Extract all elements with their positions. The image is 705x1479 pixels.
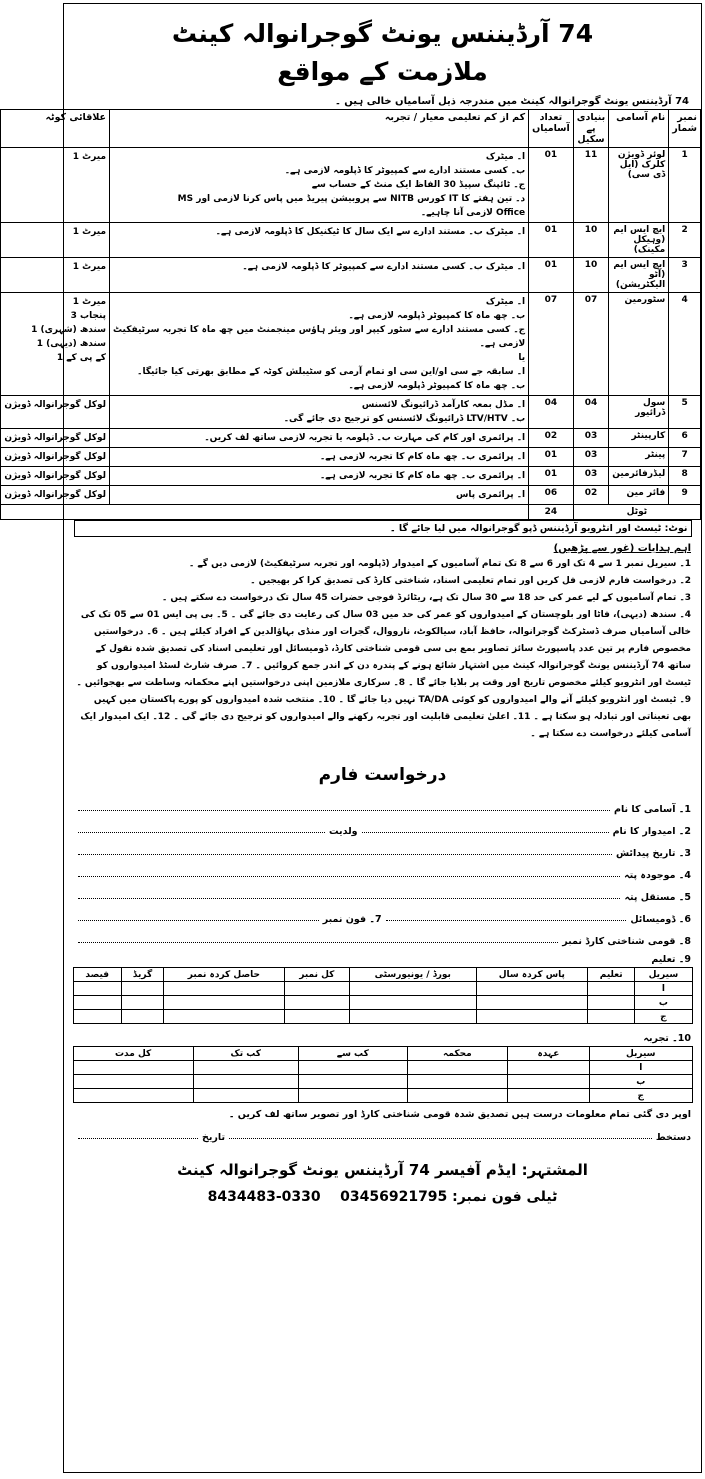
input-cell[interactable] — [193, 1089, 298, 1103]
field-father-label: ولدیت — [328, 826, 358, 837]
education-line: ا۔ پرائمری اور کام کی مہارت ب۔ ڈپلومہ یا تجربہ لازمی ساتھ لف کریں۔ — [204, 433, 526, 443]
form-title: درخواست فارم — [318, 765, 447, 785]
input-cell[interactable] — [193, 1075, 298, 1089]
input-cell[interactable] — [284, 982, 349, 996]
cell-post: سول ڈرائیور — [609, 396, 669, 429]
instructions-title: اہم ہدایات (غور سے پڑھیں) — [553, 543, 691, 554]
experience-header-row — [73, 1047, 692, 1061]
field-address-permanent-line[interactable] — [78, 898, 620, 899]
phone-line — [64, 1189, 701, 1205]
education-line: لازمی ہے۔ — [479, 339, 526, 349]
vacancy-row — [1, 486, 701, 505]
cell-post: کارپینٹر — [609, 429, 669, 448]
education-line: Office لازمی آنا چاہیے۔ — [420, 208, 526, 218]
vacancy-row — [1, 293, 701, 396]
input-cell[interactable] — [507, 1075, 589, 1089]
field-dob-label: 3۔ تاریخ پیدائش — [615, 848, 691, 859]
cell-bps: 07 — [573, 293, 608, 396]
education-line: یا — [518, 353, 526, 363]
education-line: ج۔ ٹائپنگ سپیڈ 30 الفاظ ایک منٹ کے حساب سے — [311, 180, 526, 190]
input-cell[interactable] — [193, 1061, 298, 1075]
input-cell[interactable] — [407, 1061, 507, 1075]
vacancy-row — [1, 429, 701, 448]
note: نوٹ: ٹیسٹ اور انٹرویو آرڈیننس ڈپو گوجرانوالہ میں لیا جائے گا ۔ — [74, 520, 692, 537]
cell-serial: 5 — [669, 396, 701, 429]
instructions-list — [74, 556, 691, 743]
field-education-label: 9۔ تعلیم — [651, 954, 691, 965]
cell-education — [110, 293, 529, 396]
quota-line: میرٹ 1 — [72, 297, 107, 307]
field-experience-label: 10۔ تجربہ — [643, 1033, 691, 1044]
date-label: تاریخ — [202, 1132, 226, 1143]
input-cell[interactable] — [588, 982, 635, 996]
cell-count: 01 — [529, 148, 574, 223]
edu-header-cell: کل نمبر — [284, 968, 349, 982]
quota-line: میرٹ 1 — [72, 227, 107, 237]
vacancy-row — [1, 467, 701, 486]
input-cell[interactable] — [73, 1061, 193, 1075]
cell-bps: 11 — [573, 148, 608, 223]
exp-header-cell: سیریل — [590, 1047, 692, 1061]
input-cell[interactable] — [476, 982, 588, 996]
intro-text: 74 آرڈیننس یونٹ گوجرانوالہ کینٹ میں مندرجہ ذیل آسامیاں خالی ہیں ۔ — [334, 96, 689, 107]
edu-header-cell: فیصد — [73, 968, 121, 982]
field-address-permanent[interactable] — [74, 881, 691, 903]
cell-serial: 4 — [669, 293, 701, 396]
field-phone-label: 7۔ فون نمبر — [322, 914, 382, 925]
cell-post: فائر مین — [609, 486, 669, 505]
ad-header — [64, 18, 701, 88]
experience-row[interactable] — [73, 1075, 692, 1089]
cell-bps: 04 — [573, 396, 608, 429]
education-line: د۔ تین ہفتے کا IT کورس NITB سے پروبیشن پیریڈ میں پاس کرنا لازمی اور MS — [177, 194, 526, 204]
input-cell[interactable] — [407, 1089, 507, 1103]
input-cell[interactable] — [73, 1075, 193, 1089]
cell-education — [110, 448, 529, 467]
cell-serial: 9 — [669, 486, 701, 505]
field-address-current-line[interactable] — [78, 876, 620, 877]
cell-quota — [1, 429, 110, 448]
ad-title: 74 آرڈیننس یونٹ گوجرانوالہ کینٹ — [171, 19, 594, 48]
input-cell[interactable] — [507, 1089, 589, 1103]
declaration: اوپر دی گئی تمام معلومات درست ہیں تصدیق شدہ قومی شناختی کارڈ اور تصویر ساتھ لف کریں ۔ — [228, 1109, 691, 1120]
input-cell[interactable] — [476, 996, 588, 1010]
quota-line: سندھ (شہری) 1 — [31, 325, 107, 335]
input-cell[interactable] — [73, 1010, 121, 1024]
field-domicile-label: 6۔ ڈومیسائل — [630, 914, 691, 925]
ad-subtitle: ملازمت کے مواقع — [277, 57, 488, 86]
field-name[interactable] — [74, 815, 691, 837]
quota-line: لوکل گوجرانوالہ ڈویژن — [4, 471, 107, 481]
row-letter: ج — [635, 1010, 692, 1024]
education-row[interactable] — [73, 1010, 692, 1024]
total-value: 24 — [529, 505, 574, 520]
cell-bps: 10 — [573, 223, 608, 258]
exp-header-cell: کب تک — [193, 1047, 298, 1061]
cell-quota — [1, 448, 110, 467]
row-letter: ا — [635, 982, 692, 996]
cell-serial: 7 — [669, 448, 701, 467]
edu-header-cell: تعلیم — [588, 968, 635, 982]
field-cnic-line[interactable] — [78, 942, 558, 943]
field-phone-line[interactable] — [78, 920, 319, 921]
education-line: ب۔ چھ ماہ کا کمپیوٹر ڈپلومہ لازمی ہے۔ — [348, 311, 526, 321]
phone-number-2: 0330-8434483 — [207, 1189, 321, 1205]
header-post: نام آسامی — [609, 110, 669, 148]
education-line: ب۔ کسی مستند ادارے سے کمپیوٹر کا ڈپلومہ لازمی ہے۔ — [284, 166, 526, 176]
field-address-current-label: 4۔ موجودہ پتہ — [624, 870, 691, 881]
education-row[interactable] — [73, 982, 692, 996]
cell-count: 01 — [529, 448, 574, 467]
cell-education — [110, 258, 529, 293]
cell-count: 01 — [529, 467, 574, 486]
input-cell[interactable] — [73, 1089, 193, 1103]
quota-line: پنجاب 3 — [70, 311, 107, 321]
input-cell[interactable] — [407, 1075, 507, 1089]
edu-header-cell: بورڈ / یونیورسٹی — [350, 968, 477, 982]
exp-header-cell: کب سے — [298, 1047, 407, 1061]
total-label: ٹوٹل — [573, 505, 700, 520]
input-cell[interactable] — [298, 1061, 407, 1075]
education-table — [73, 967, 693, 1024]
field-experience — [74, 1026, 691, 1044]
education-line: ا۔ میٹرک ب۔ کسی مستند ادارے سے کمپیوٹر کا ڈپلومہ لازمی ہے۔ — [242, 262, 526, 272]
cell-education — [110, 396, 529, 429]
cell-bps: 03 — [573, 429, 608, 448]
edu-header-cell: گریڈ — [121, 968, 163, 982]
field-address-permanent-label: 5۔ مستقل پتہ — [624, 892, 691, 903]
input-cell[interactable] — [121, 982, 163, 996]
quota-line: لوکل گوجرانوالہ ڈویژن — [4, 433, 107, 443]
experience-row[interactable] — [73, 1089, 692, 1103]
education-line: ا۔ میٹرک — [485, 152, 526, 162]
cell-count: 07 — [529, 293, 574, 396]
header-quota: علاقائی کوٹہ — [1, 110, 110, 148]
phone-label: ٹیلی فون نمبر: — [452, 1189, 558, 1205]
field-education — [74, 947, 691, 965]
input-cell[interactable] — [350, 982, 477, 996]
row-letter: ب — [635, 996, 692, 1010]
field-dob-line[interactable] — [78, 854, 612, 855]
vacancy-table — [0, 109, 701, 520]
education-line: ا۔ سابقہ جے سی او/این سی او تمام آرمی کو سٹیبلش کوٹہ کے مطابق بھرتی کیا جائیگا۔ — [137, 367, 526, 377]
input-cell[interactable] — [298, 1089, 407, 1103]
edu-header-cell: پاس کردہ سال — [476, 968, 588, 982]
input-cell[interactable] — [350, 1010, 477, 1024]
edu-header-cell: سیریل — [635, 968, 692, 982]
cell-education — [110, 486, 529, 505]
instruction-item: 2۔ درخواست فارم لازمی فل کریں اور تمام تعلیمی اسناد، شناختی کارڈ کی تصدیق کرا کر بھیجیں ۔ — [250, 576, 691, 586]
cell-education — [110, 467, 529, 486]
header-bps: بنیادی پے سکیل — [573, 110, 608, 148]
education-line: ب۔ چھ ماہ کا کمپیوٹر ڈپلومہ لازمی ہے۔ — [348, 381, 526, 391]
input-cell[interactable] — [73, 996, 121, 1010]
footer — [64, 1161, 701, 1205]
input-cell[interactable] — [164, 982, 285, 996]
field-post-label: 1۔ آسامی کا نام — [614, 804, 691, 815]
exp-header-cell: محکمہ — [407, 1047, 507, 1061]
edu-header-cell: حاصل کردہ نمبر — [164, 968, 285, 982]
cell-quota — [1, 396, 110, 429]
quota-line: لوکل گوجرانوالہ ڈویژن — [4, 452, 107, 462]
vacancy-table-header — [1, 110, 701, 148]
total-row — [1, 505, 701, 520]
signature-line[interactable] — [229, 1132, 652, 1139]
field-domicile[interactable] — [74, 903, 691, 925]
cell-bps: 10 — [573, 258, 608, 293]
education-line: ا۔ پرائمری ب۔ چھ ماہ کام کا تجربہ لازمی ہے۔ — [319, 452, 526, 462]
quota-line: کے پی کے 1 — [56, 353, 107, 363]
cell-post: لیڈرفائرمین — [609, 467, 669, 486]
input-cell[interactable] — [121, 996, 163, 1010]
education-line: ا۔ پرائمری پاس — [456, 490, 526, 500]
cell-serial: 8 — [669, 467, 701, 486]
cell-quota — [1, 293, 110, 396]
cell-quota — [1, 486, 110, 505]
cell-bps: 02 — [573, 486, 608, 505]
education-line: ا۔ میٹرک — [485, 297, 526, 307]
cell-bps: 03 — [573, 448, 608, 467]
input-cell[interactable] — [507, 1061, 589, 1075]
advertiser: المشتہر: ایڈم آفیسر 74 آرڈیننس یونٹ گوجرانوالہ کینٹ — [177, 1161, 588, 1179]
row-letter: ج — [590, 1089, 692, 1103]
field-dob[interactable] — [74, 837, 691, 859]
education-header-row — [73, 968, 692, 982]
phone-number-1: 03456921795 — [340, 1189, 448, 1205]
quota-line: لوکل گوجرانوالہ ڈویژن — [4, 400, 107, 410]
education-line: ب۔ LTV/HTV ڈرائیونگ لائسنس کو ترجیح دی جائے گی۔ — [283, 414, 526, 424]
cell-quota — [1, 258, 110, 293]
education-line: ا۔ پرائمری ب۔ چھ ماہ کام کا تجربہ لازمی ہے۔ — [319, 471, 526, 481]
cell-post: ایچ ایس ایم (وہیکل مکینک) — [609, 223, 669, 258]
signature-label: دستخط — [655, 1132, 691, 1143]
field-cnic[interactable] — [74, 925, 691, 947]
cell-post: پینٹر — [609, 448, 669, 467]
cell-quota — [1, 467, 110, 486]
exp-header-cell: عہدہ — [507, 1047, 589, 1061]
input-cell[interactable] — [164, 996, 285, 1010]
cell-quota — [1, 223, 110, 258]
field-name-label: 2۔ امیدوار کا نام — [612, 826, 691, 837]
row-letter: ب — [590, 1075, 692, 1089]
education-row[interactable] — [73, 996, 692, 1010]
vacancy-row — [1, 396, 701, 429]
education-line: ا۔ مڈل بمعہ کارآمد ڈرائیونگ لائسنس — [361, 400, 526, 410]
instruction-item: 3۔ تمام آسامیوں کے لیے عمر کی حد 18 سے 30 سال تک ہے، ریٹائرڈ فوجی حضرات 45 سال تک درخواست دے سکتے ہیں ۔ — [161, 593, 691, 603]
exp-header-cell: کل مدت — [73, 1047, 193, 1061]
cell-count: 06 — [529, 486, 574, 505]
input-cell[interactable] — [476, 1010, 588, 1024]
quota-line: سندھ (دیہی) 1 — [36, 339, 107, 349]
quota-line: لوکل گوجرانوالہ ڈویژن — [4, 490, 107, 500]
quota-line: میرٹ 1 — [72, 262, 107, 272]
vacancy-row — [1, 148, 701, 223]
cell-post: لوئر ڈویژن کلرک (ایل ڈی سی) — [609, 148, 669, 223]
field-address-current[interactable] — [74, 859, 691, 881]
input-cell[interactable] — [284, 996, 349, 1010]
cell-count: 04 — [529, 396, 574, 429]
cell-count: 02 — [529, 429, 574, 448]
date-line[interactable] — [78, 1132, 198, 1139]
field-post-line[interactable] — [78, 810, 610, 811]
header-serial: نمبر شمار — [669, 110, 701, 148]
cell-count: 01 — [529, 223, 574, 258]
total-empty — [1, 505, 529, 520]
job-advertisement — [4, 3, 702, 1473]
vacancy-row — [1, 448, 701, 467]
field-father-line[interactable] — [78, 832, 325, 833]
cell-count: 01 — [529, 258, 574, 293]
instruction-item: 4۔ سندھ (دیہی)، فاٹا اور بلوچستان کے امیدواروں کو عمر کی حد میں 03 سال کی رعایت دی جائے گی ۔ 5۔ بی پی ایس 01 سے 05 تک کی خالی آسامیاں صرف ڈسٹرکٹ گوجرانوالہ، حافظ آباد، سیالکوٹ، نارووال، گجرات اور منڈی بہاؤالدین کے افراد کیلئے ہیں ۔ 6۔ درخواستیں مخصوص فارم پر تین عدد پاسپورٹ سائز تصاویر بمع بی سی قومی شناختی کارڈ، ڈومیسائل اور تعلیمی اسناد کی تصدیق شدہ نقول کے ساتھ 74 آرڈیننس یونٹ گوجرانوالہ کینٹ میں اشتہار شائع ہونے کے پندرہ دن کے اندر جمع کروائیں ۔ 7۔ صرف شارٹ لسٹڈ امیدواروں کو ٹیسٹ اور انٹرویو کیلئے مخصوص تاریخ اور وقت پر بلایا جائے گا ۔ 8۔ سرکاری ملازمین اپنی درخواستیں اپنے محکمانہ وساطت سے بھجوائیں ۔ 9۔ ٹیسٹ اور انٹرویو کیلئے آنے والے امیدواروں کو کوئی TA/DA نہیں دیا جائے گا ۔ 10۔ منتخب شدہ امیدواروں کو پورے پاکستان میں کہیں بھی تعیناتی اور تبادلہ ہو سکتا ہے ۔ 11۔ اعلیٰ تعلیمی قابلیت اور تجربہ رکھنے والے امیدواروں کو ترجیح دی جائے گی ۔ 12۔ ایک امیدوار ایک آسامی کیلئے درخواست دے سکتا ہے ۔ — [76, 610, 691, 739]
field-post[interactable] — [74, 793, 691, 815]
quota-line: میرٹ 1 — [72, 152, 107, 162]
vacancy-row — [1, 223, 701, 258]
experience-table — [73, 1046, 693, 1103]
cell-bps: 03 — [573, 467, 608, 486]
input-cell[interactable] — [588, 1010, 635, 1024]
input-cell[interactable] — [298, 1075, 407, 1089]
field-cnic-label: 8۔ قومی شناختی کارڈ نمبر — [562, 936, 691, 947]
cell-education — [110, 148, 529, 223]
header-education: کم از کم تعلیمی معیار / تجربہ — [110, 110, 529, 148]
input-cell[interactable] — [588, 996, 635, 1010]
field-name-line[interactable] — [362, 832, 609, 833]
row-letter: ا — [590, 1061, 692, 1075]
signature-row — [74, 1132, 691, 1143]
vacancy-table-body — [1, 148, 701, 520]
vacancy-row — [1, 258, 701, 293]
education-line: ا۔ میٹرک ب۔ مستند ادارے سے ایک سال کا ٹیکنیکل کا ڈپلومہ لازمی ہے۔ — [215, 227, 526, 237]
field-domicile-line[interactable] — [386, 920, 627, 921]
cell-education — [110, 429, 529, 448]
header-count: تعداد آسامیاں — [529, 110, 574, 148]
instruction-item: 1۔ سیریل نمبر 1 سے 4 تک اور 6 سے 8 تک تمام آسامیوں کے امیدوار (ڈپلومہ اور تجربہ سرٹیفکیٹ) لازمی دیں گے ۔ — [189, 559, 691, 569]
input-cell[interactable] — [284, 1010, 349, 1024]
input-cell[interactable] — [121, 1010, 163, 1024]
input-cell[interactable] — [73, 982, 121, 996]
cell-post: ایچ ایس ایم (آٹو الیکٹریشن) — [609, 258, 669, 293]
cell-serial: 3 — [669, 258, 701, 293]
experience-row[interactable] — [73, 1061, 692, 1075]
education-line: ج۔ کسی مستند ادارے سے سٹور کیپر اور ویئر ہاؤس مینجمنٹ میں چھ ماہ کا تجربہ سرٹیفکیٹ — [113, 325, 526, 335]
input-cell[interactable] — [164, 1010, 285, 1024]
cell-serial: 6 — [669, 429, 701, 448]
cell-education — [110, 223, 529, 258]
cell-serial: 1 — [669, 148, 701, 223]
cell-quota — [1, 148, 110, 223]
input-cell[interactable] — [350, 996, 477, 1010]
cell-post: سٹورمین — [609, 293, 669, 396]
cell-serial: 2 — [669, 223, 701, 258]
